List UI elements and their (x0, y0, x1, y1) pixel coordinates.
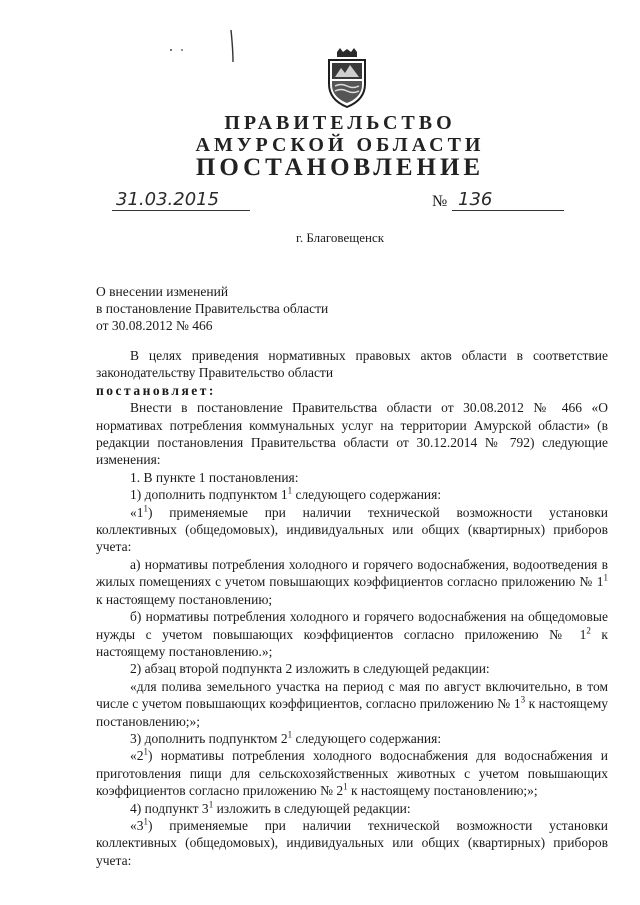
body-paragraph: «для полива земельного участка на период с мая по август включительно, в том числе с учетом повышающих коэффициентов, согласно приложению № $1^3$ к настоящему постановлению;»; (96, 678, 608, 729)
body-paragraph: Внести в постановление Правительства области от 30.08.2012 № 466 «О нормативах потребления коммунальных услуг на территории Амурской области» (в редакции постановления Правительства области от 30.12.2014 № 792) следующие изменения: (96, 400, 608, 468)
document-body (96, 347, 608, 869)
body-paragraph: 1) дополнить подпунктом $1^1$ следующего содержания: (130, 485, 442, 503)
body-paragraph: «$2^1$) нормативы потребления холодного водоснабжения для водоснабжения и приготовления пищи для сельскохозяйственных животных с учетом повышающих коэффициентов согласно приложению № $2^1$ к настоящему постановлению;»; (96, 746, 608, 799)
date-underline (112, 210, 250, 211)
body-paragraph: «$3^1$) применяемые при наличии технической возможности установки коллективных (общедомовых), индивидуальных или общих (квартирных) приборов учета: (96, 816, 608, 868)
body-paragraph: 4) подпункт $3^1$ изложить в следующей редакции: (130, 799, 411, 816)
subject-line: от 30.08.2012 № 466 (96, 318, 213, 333)
body-paragraph: 2) абзац второй подпункта 2 изложить в следующей редакции: (130, 661, 490, 677)
resolves-word: постановляет: (96, 382, 216, 398)
region-title: АМУРСКОЙ ОБЛАСТИ (195, 134, 485, 156)
subject-line: О внесении изменений (96, 284, 229, 299)
city-name: г. Благовещенск (295, 230, 385, 245)
body-paragraph: 3) дополнить подпунктом $2^1$ следующего содержания: (130, 729, 442, 746)
document-type-title: ПОСТАНОВЛЕНИЕ (195, 154, 485, 181)
body-paragraph: а) нормативы потребления холодного и горячего водоснабжения, водоотведения в жилых помещениях с учетом повышающих коэффициентов согласно приложению № $1^1$ к настоящему постановлению; (96, 556, 608, 607)
scan-artifact-stroke (226, 28, 238, 64)
number-label: № (432, 193, 448, 210)
document-date: 31.03.2015 (116, 189, 220, 210)
coat-of-arms-icon (323, 48, 371, 108)
subject-line: в постановление Правительства области (96, 301, 329, 316)
body-paragraph: «$1^1$) применяемые при наличии технической возможности установки коллективных (общедомовых), индивидуальных или общих (квартирных) приборов учета: (96, 503, 608, 555)
body-paragraph: 1. В пункте 1 постановления: (130, 469, 299, 485)
document-subject (96, 283, 396, 334)
preamble-paragraph: В целях приведения нормативных правовых актов области в соответствие законодательству Правительство области (96, 348, 608, 381)
document-number: 136 (458, 189, 493, 210)
scan-artifact-dots (168, 46, 188, 54)
body-paragraph: б) нормативы потребления холодного и горячего водоснабжения на общедомовые нужды с учетом повышающих коэффициентов согласно приложению № $1^2$ к настоящему постановлению.»; (96, 609, 608, 659)
government-title: ПРАВИТЕЛЬСТВО (224, 112, 456, 134)
number-underline (452, 210, 564, 211)
